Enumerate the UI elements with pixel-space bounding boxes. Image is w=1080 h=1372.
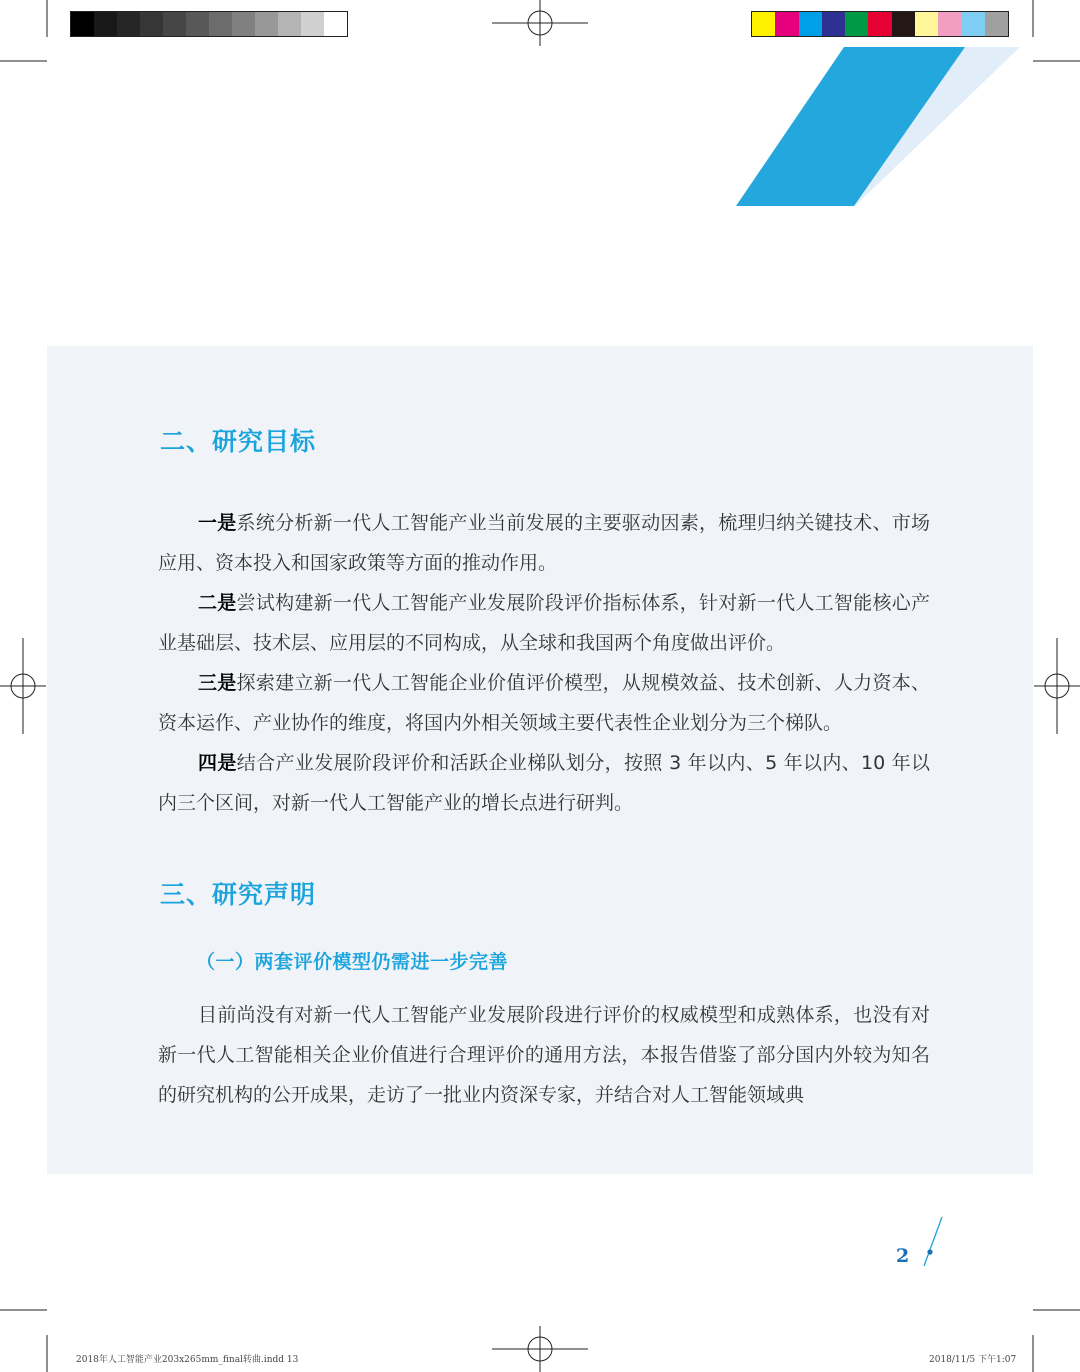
footer-file-name: 2018年人工智能产业203x265mm_final转曲.indd 13 xyxy=(76,1355,299,1365)
statement-paragraph: 目前尚没有对新一代人工智能产业发展阶段进行评价的权威模型和成熟体系，也没有对新一代人工智能相关企业价值进行合理评价的通用方法，本报告借鉴了部分国内外较为知名的研究机构的公开成果，走访了一批业内资深专家，并结合对人工智能领域典 xyxy=(158,1004,930,1106)
page-number: 2 xyxy=(896,1245,910,1267)
footer-timestamp: 2018/11/5 下午1:07 xyxy=(929,1355,1017,1365)
goal-text-2: 尝试构建新一代人工智能产业发展阶段评价指标体系，针对新一代人工智能核心产业基础层、技术层、应用层的不同构成，从全球和我国两个角度做出评价。 xyxy=(158,592,930,654)
section-heading-research-statement: 三、研究声明 xyxy=(160,880,317,909)
goal-item-2 xyxy=(158,583,930,663)
goal-lead-4: 四是 xyxy=(198,752,237,774)
page-number-ornament xyxy=(918,1214,948,1270)
goal-lead-2: 二是 xyxy=(198,592,237,614)
goal-lead-1: 一是 xyxy=(198,512,237,534)
goal-text-4: 结合产业发展阶段评价和活跃企业梯队划分，按照 3 年以内、5 年以内、10 年以内三个区间，对新一代人工智能产业的增长点进行研判。 xyxy=(158,752,930,814)
goal-text-1: 系统分析新一代人工智能产业当前发展的主要驱动因素，梳理归纳关键技术、市场应用、资本投入和国家政策等方面的推动作用。 xyxy=(158,512,930,574)
goal-text-3: 探索建立新一代人工智能企业价值评价模型，从规模效益、技术创新、人力资本、资本运作、产业协作的维度，将国内外相关领域主要代表性企业划分为三个梯队。 xyxy=(158,672,930,734)
registration-mark-top xyxy=(492,0,588,46)
goal-item-3 xyxy=(158,663,930,743)
goal-item-1 xyxy=(158,503,930,583)
goal-lead-3: 三是 xyxy=(198,672,237,694)
registration-mark-bottom xyxy=(492,1326,588,1372)
section-heading-research-goals: 二、研究目标 xyxy=(160,427,317,456)
subsection-heading: （一）两套评价模型仍需进一步完善 xyxy=(196,951,509,973)
goal-item-4 xyxy=(158,743,930,823)
registration-mark-right xyxy=(1034,638,1080,734)
registration-mark-left xyxy=(0,638,46,734)
decorative-stripes xyxy=(720,40,1040,210)
